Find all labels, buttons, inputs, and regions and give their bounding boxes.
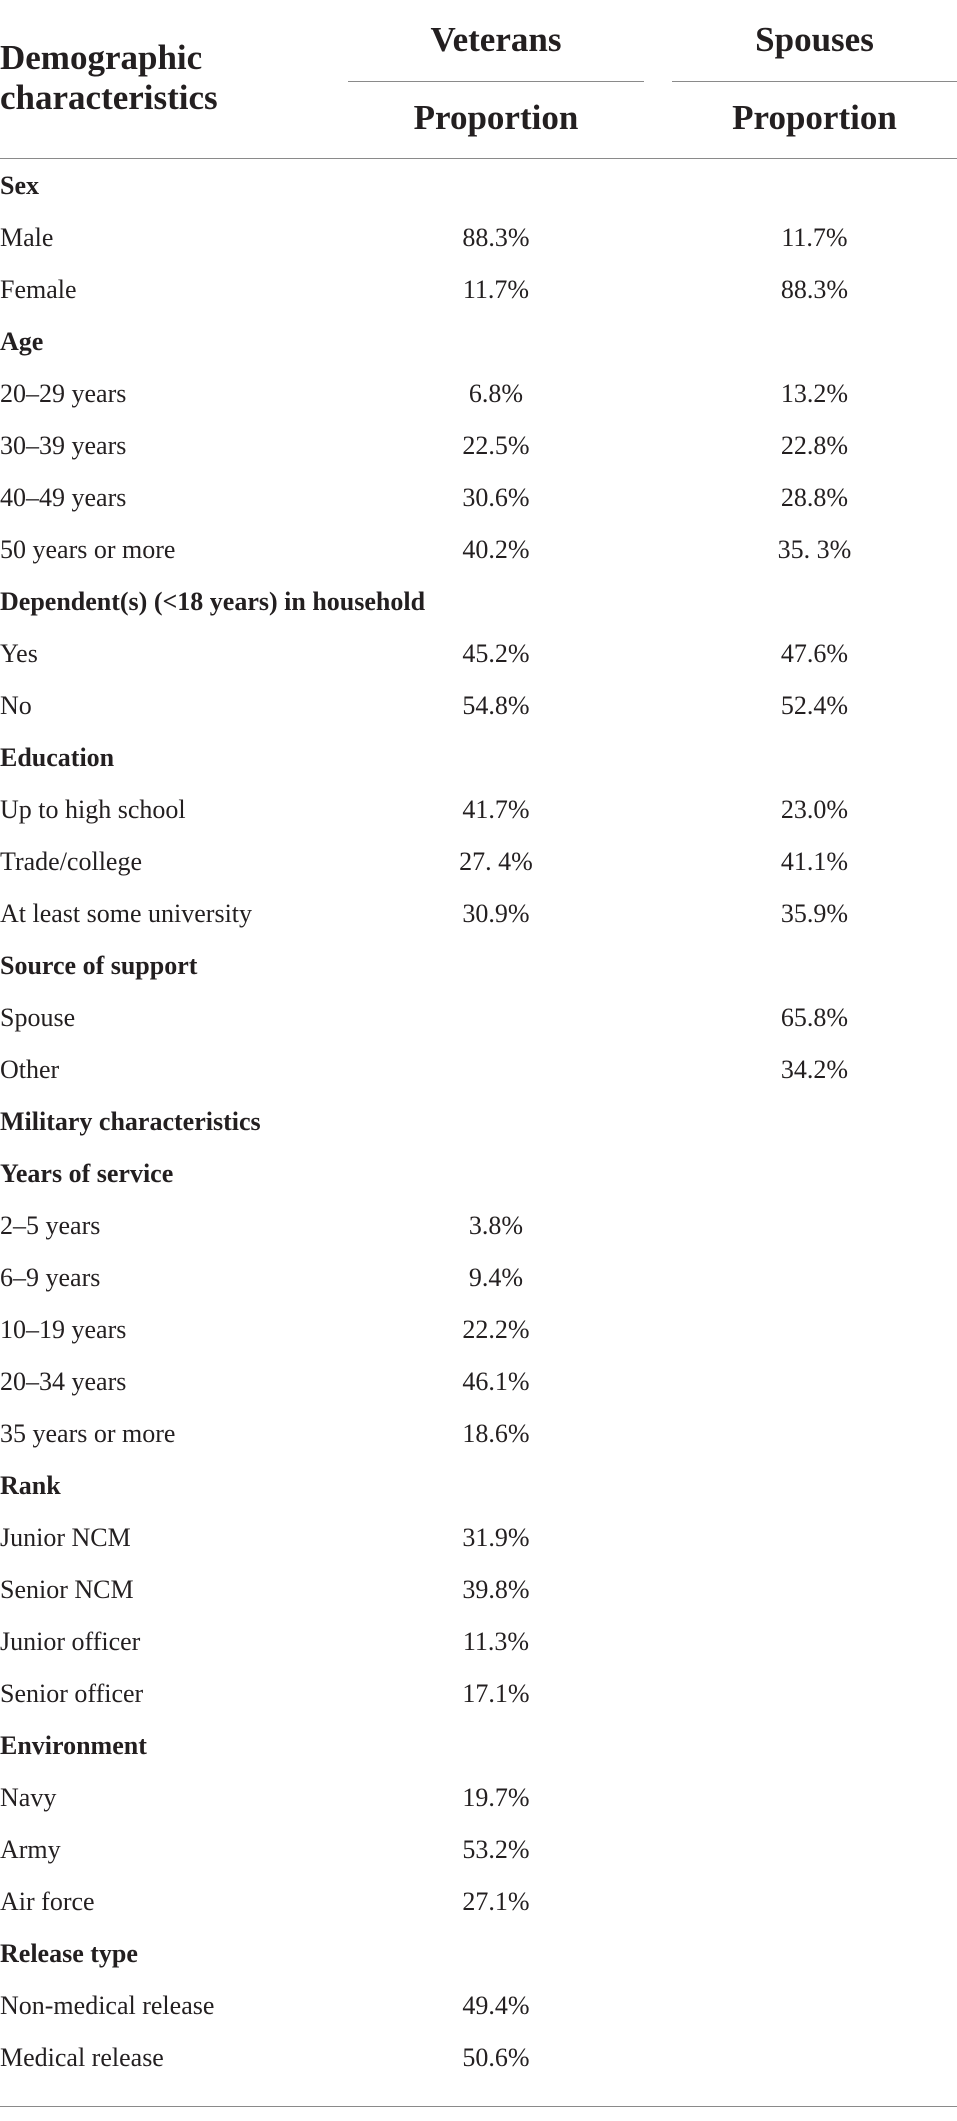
spouses-proportion-cell: 22.8% — [780, 431, 849, 460]
row-label: 35 years or more — [0, 1419, 176, 1448]
table-row — [0, 836, 957, 888]
table-row — [0, 628, 957, 680]
veterans-group-divider — [348, 81, 644, 82]
table-row — [0, 1564, 957, 1616]
section-heading-label: Age — [0, 327, 44, 356]
row-label: 50 years or more — [0, 535, 176, 564]
table-row — [0, 524, 957, 576]
veterans-proportion-cell: 39.8% — [462, 1575, 530, 1604]
table-row — [0, 1824, 957, 1876]
spouses-proportion-cell: 41.1% — [780, 847, 849, 876]
veterans-proportion-cell: 54.8% — [462, 691, 530, 720]
table-row — [0, 368, 957, 420]
row-label: Trade/college — [0, 847, 142, 876]
veterans-proportion-cell: 27. 4% — [459, 847, 533, 876]
section-heading-label: Military characteristics — [0, 1107, 261, 1136]
veterans-proportion-cell: 30.9% — [462, 899, 530, 928]
section-heading-label: Years of service — [0, 1159, 174, 1188]
table-row — [0, 1408, 957, 1460]
row-label: Army — [0, 1835, 61, 1864]
spouses-proportion-cell: 34.2% — [780, 1055, 849, 1084]
section-heading-label: Sex — [0, 171, 39, 200]
row-label: 20–34 years — [0, 1367, 127, 1396]
section-heading-label: Dependent(s) (<18 years) in household — [0, 587, 426, 616]
veterans-proportion-cell: 50.6% — [462, 2043, 530, 2072]
spouses-proportion-cell: 11.7% — [781, 223, 848, 252]
table-row — [0, 1512, 957, 1564]
table-body — [0, 160, 957, 2084]
veterans-proportion-cell: 49.4% — [462, 1991, 530, 2020]
table-row — [0, 1252, 957, 1304]
table-row — [0, 1356, 957, 1408]
table-row — [0, 680, 957, 732]
section-heading-label: Rank — [0, 1471, 61, 1500]
veterans-proportion-cell: 22.2% — [462, 1315, 530, 1344]
row-label: 20–29 years — [0, 379, 127, 408]
spouses-proportion-cell: 65.8% — [780, 1003, 849, 1032]
spouses-proportion-cell: 28.8% — [780, 483, 849, 512]
row-label: Non-medical release — [0, 1991, 215, 2020]
table-row — [0, 784, 957, 836]
veterans-proportion-cell: 40.2% — [462, 535, 530, 564]
veterans-proportion-cell: 31.9% — [462, 1523, 530, 1552]
section-heading-row — [0, 576, 957, 628]
table-row — [0, 1772, 957, 1824]
row-label: Junior NCM — [0, 1523, 131, 1552]
section-heading-row — [0, 1460, 957, 1512]
column-header-spouses-proportion: Proportion — [732, 98, 897, 137]
veterans-proportion-cell: 11.3% — [462, 1627, 530, 1656]
row-label: Up to high school — [0, 795, 186, 824]
veterans-proportion-cell: 46.1% — [462, 1367, 530, 1396]
row-label: Other — [0, 1055, 60, 1084]
section-heading-row — [0, 160, 957, 212]
row-label: Senior NCM — [0, 1575, 134, 1604]
section-heading-row — [0, 940, 957, 992]
table-row — [0, 212, 957, 264]
section-heading-row — [0, 1720, 957, 1772]
veterans-proportion-cell: 53.2% — [462, 1835, 530, 1864]
spouses-proportion-cell: 23.0% — [780, 795, 849, 824]
row-label: No — [0, 691, 32, 720]
spouses-group-divider — [672, 81, 957, 82]
veterans-proportion-cell: 17.1% — [462, 1679, 530, 1708]
column-group-veterans: Veterans — [430, 20, 562, 59]
veterans-proportion-cell: 9.4% — [468, 1263, 524, 1292]
spouses-proportion-cell: 35. 3% — [777, 535, 852, 564]
column-header-demographic-characteristics — [0, 38, 218, 118]
row-label: 6–9 years — [0, 1263, 101, 1292]
row-label: 10–19 years — [0, 1315, 127, 1344]
row-label: Yes — [0, 639, 38, 668]
table-row — [0, 1980, 957, 2032]
section-heading-label: Education — [0, 743, 115, 772]
table-row — [0, 992, 957, 1044]
veterans-proportion-cell: 18.6% — [462, 1419, 530, 1448]
veterans-proportion-cell: 41.7% — [462, 795, 530, 824]
table-row — [0, 472, 957, 524]
spouses-proportion-cell: 52.4% — [780, 691, 849, 720]
spouses-proportion-cell: 88.3% — [780, 275, 849, 304]
table-bottom-rule — [0, 2106, 957, 2107]
veterans-proportion-cell: 6.8% — [468, 379, 524, 408]
veterans-proportion-cell: 3.8% — [468, 1211, 524, 1240]
section-heading-label: Release type — [0, 1939, 138, 1968]
veterans-proportion-cell: 27.1% — [462, 1887, 530, 1916]
row-label: Air force — [0, 1887, 95, 1916]
row-label: Senior officer — [0, 1679, 144, 1708]
table-row — [0, 2032, 957, 2084]
veterans-proportion-cell: 88.3% — [462, 223, 530, 252]
row-label: 40–49 years — [0, 483, 127, 512]
header-divider — [0, 158, 957, 159]
table-row — [0, 1200, 957, 1252]
veterans-proportion-cell: 11.7% — [462, 275, 530, 304]
table-row — [0, 1616, 957, 1668]
veterans-proportion-cell: 45.2% — [462, 639, 530, 668]
veterans-proportion-cell: 22.5% — [462, 431, 530, 460]
table-row — [0, 264, 957, 316]
row-label: 30–39 years — [0, 431, 127, 460]
table-row — [0, 1876, 957, 1928]
section-heading-row — [0, 316, 957, 368]
row-label: Female — [0, 275, 77, 304]
header-word-2: characteristics — [0, 78, 218, 117]
column-group-spouses: Spouses — [755, 20, 874, 59]
row-label: At least some university — [0, 899, 253, 928]
row-label: Male — [0, 223, 54, 252]
row-label: Spouse — [0, 1003, 76, 1032]
section-heading-row — [0, 1096, 957, 1148]
table-row — [0, 420, 957, 472]
veterans-proportion-cell: 19.7% — [462, 1783, 530, 1812]
spouses-proportion-cell: 13.2% — [780, 379, 849, 408]
row-label: 2–5 years — [0, 1211, 101, 1240]
table-row — [0, 1668, 957, 1720]
header-word-1: Demographic — [0, 38, 203, 77]
row-label: Junior officer — [0, 1627, 141, 1656]
table-row — [0, 1044, 957, 1096]
row-label: Medical release — [0, 2043, 164, 2072]
section-heading-row — [0, 1148, 957, 1200]
table-row — [0, 888, 957, 940]
table-row — [0, 1304, 957, 1356]
section-heading-row — [0, 1928, 957, 1980]
veterans-proportion-cell: 30.6% — [462, 483, 530, 512]
section-heading-label: Environment — [0, 1731, 147, 1760]
row-label: Navy — [0, 1783, 57, 1812]
section-heading-row — [0, 732, 957, 784]
column-header-veterans-proportion: Proportion — [413, 98, 579, 137]
spouses-proportion-cell: 35.9% — [780, 899, 849, 928]
spouses-proportion-cell: 47.6% — [780, 639, 849, 668]
section-heading-label: Source of support — [0, 951, 198, 980]
